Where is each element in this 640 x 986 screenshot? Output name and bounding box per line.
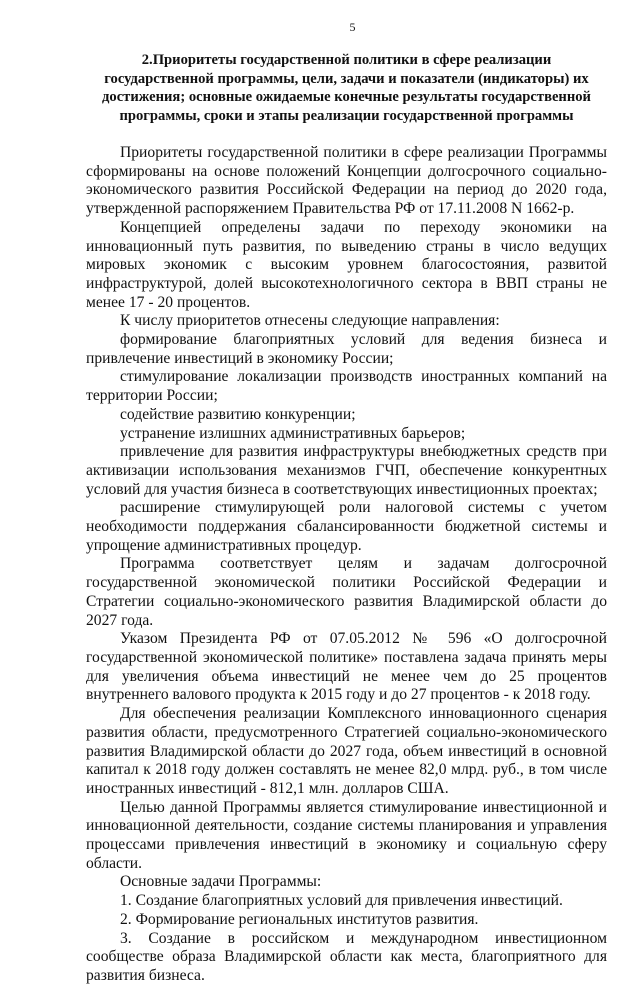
list-item-tax-system: расширение стимулирующей роли налоговой системы с учетом необходимости поддержания сбалансированности бюджетной системы и упрощение административных процедур. (86, 499, 607, 554)
paragraph-concept-tasks: Концепцией определены задачи по переходу экономики на инновационный путь развития, по выведению страны в число ведущих мировых экономик с высоким уровнем благосостояния, развитой инфраструктурой, долей высокотехнологичного сектора в ВВП страны не менее 17 - 20 процентов. (86, 218, 607, 311)
list-item-localization: стимулирование локализации производств иностранных компаний на территории России; (86, 368, 607, 405)
task-item-3: 3. Создание в российском и международном инвестиционном сообществе образа Владимирской области как места, благоприятного для развития бизнеса. (86, 929, 607, 984)
paragraph-program-compliance: Программа соответствует целям и задачам долгосрочной государственной экономической политики Российской Федерации и Стратегии социально-экономического развития Владимирской области до 2027 года. (86, 555, 607, 629)
paragraph-priorities: Приоритеты государственной политики в сфере реализации Программы сформированы на основе положений Концепции долгосрочного социально-экономического развития Российской Федерации на период до 2020 года, утвержденной распоряжением Правительства РФ от 17.11.2008 N 1662-р. (86, 144, 607, 218)
section-heading: 2.Приоритеты государственной политики в сфере реализации государственной программы, цели, задачи и показатели (индикаторы) их достижения; основные ожидаемые конечные результаты государственной программы, сроки и этапы реализации государственной программы (102, 52, 591, 124)
page-number: 5 (349, 20, 356, 34)
list-item-infrastructure: привлечение для развития инфраструктуры внебюджетных средств при активизации использования механизмов ГЧП, обеспечение конкурентных условий для участия бизнеса в соответствующих инвестиционных проектах; (86, 443, 607, 498)
paragraph-investment-volume: Для обеспечения реализации Комплексного инновационного сценария развития области, предусмотренного Стратегией социально-экономического развития Владимирской области до 2027 года, объем инвестиций в основной капитал к 2018 году должен составлять не менее 82,0 млрд. руб., в том числе иностранных инвестиций - 812,1 млн. долларов США. (86, 705, 607, 797)
paragraph-tasks-intro: Основные задачи Программы: (120, 873, 322, 891)
task-item-1: 1. Создание благоприятных условий для привлечения инвестиций. (120, 892, 563, 910)
task-item-2: 2. Формирование региональных институтов развития. (120, 910, 479, 928)
list-item-barriers: устранение излишних административных барьеров; (120, 424, 466, 442)
paragraph-directions-intro: К числу приоритетов отнесены следующие направления: (120, 312, 500, 330)
paragraph-presidential-decree: Указом Президента РФ от 07.05.2012 № 596 «О долгосрочной государственной экономической политике» поставлена задача принять меры для увеличения объема инвестиций не менее чем до 25 процентов внутреннего валового продукта к 2015 году и до 27 процентов - к 2018 году. (86, 630, 607, 704)
list-item-competition: содействие развитию конкуренции; (120, 405, 356, 423)
list-item-business-conditions: формирование благоприятных условий для ведения бизнеса и привлечение инвестиций в экономику России; (86, 331, 607, 367)
paragraph-program-goal: Целью данной Программы является стимулирование инвестиционной и инновационной деятельности, создание системы планирования и управления процессами привлечения инвестиций в экономику и социальную сферу области. (86, 798, 607, 872)
